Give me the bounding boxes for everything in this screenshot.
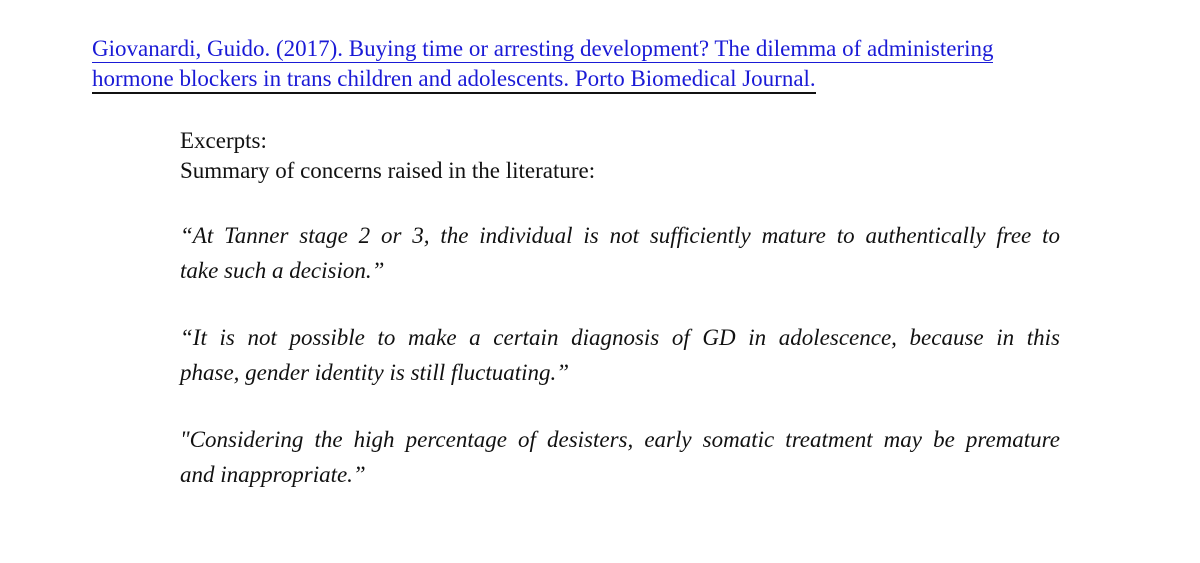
quote-line: “It is not possible to make a certain diagnosis of GD in adolescence, because in this [180, 325, 1060, 350]
quote-line: take such a decision.” [180, 258, 385, 283]
quote-desisters [180, 422, 1060, 492]
excerpts-section [180, 126, 1060, 492]
quote-line: and inappropriate.” [180, 462, 366, 487]
quote-tanner-stage [180, 218, 1060, 288]
quote-diagnosis [180, 320, 1060, 390]
quote-line: “At Tanner stage 2 or 3, the individual is not sufficiently mature to authentically free to [180, 223, 1060, 248]
quote-line: phase, gender identity is still fluctuating.” [180, 360, 570, 385]
quote-line: "Considering the high percentage of desisters, early somatic treatment may be premature [180, 427, 1060, 452]
citation-line-2: hormone blockers in trans children and adolescents. Porto Biomedical Journal. [92, 65, 816, 94]
summary-heading: Summary of concerns raised in the literature: [180, 158, 596, 183]
citation-link[interactable] [92, 36, 993, 91]
citation [92, 34, 1092, 94]
citation-line-1: Giovanardi, Guido. (2017). Buying time or arresting development? The dilemma of administering [92, 36, 994, 61]
excerpts-label: Excerpts: [180, 128, 267, 153]
